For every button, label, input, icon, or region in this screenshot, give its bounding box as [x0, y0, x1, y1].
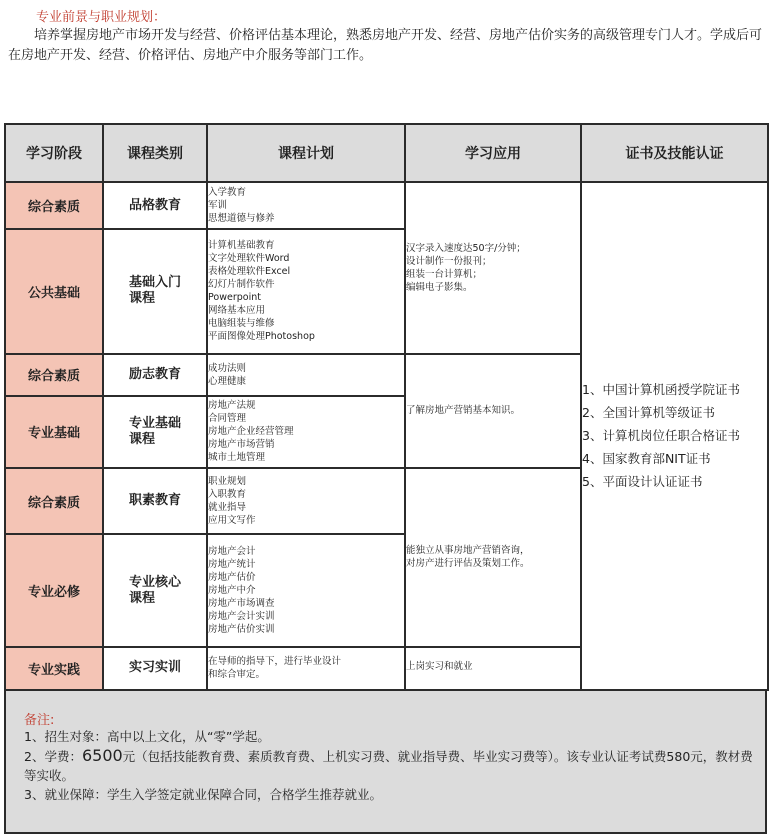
- plan-item: 房地产法规: [208, 400, 256, 412]
- plan-item: 城市土地管理: [208, 452, 266, 464]
- application-item: 对房产进行评估及策划工作。: [406, 558, 530, 570]
- plan-cell: [207, 182, 405, 229]
- certificate-item: 1、中国计算机函授学院证书: [582, 382, 740, 397]
- plan-item: 思想道德与修养: [208, 213, 275, 225]
- plan-item: 电脑组装与维修: [208, 318, 275, 330]
- certificate-item: 4、国家教育部NIT证书: [582, 451, 711, 466]
- category-label: 专业基础 课程: [128, 415, 181, 447]
- plan-item: 心理健康: [208, 375, 247, 387]
- category-label: 职素教育: [128, 493, 181, 509]
- notes-section: [4, 691, 767, 834]
- plan-item: Powerpoint: [208, 292, 261, 304]
- fee-details: 元（包括技能教育费、素质教育费、上机实习费、就业指导费、毕业实习费等）。该专业认证考试费580元，教材费等实收。: [24, 749, 753, 783]
- plan-item: 军训: [208, 200, 228, 212]
- certificate-item: 5、平面设计认证证书: [582, 474, 703, 489]
- application-item: 能独立从事房地产营销咨询，: [406, 545, 530, 557]
- plan-item: 入学教育: [208, 187, 247, 199]
- category-cell: [103, 396, 207, 468]
- stage-cell: 专业实践: [5, 647, 103, 690]
- plan-item: 平面图像处理Photoshop: [208, 331, 315, 343]
- stage-cell: 公共基础: [5, 229, 103, 353]
- category-label: 品格教育: [128, 197, 181, 213]
- plan-item: 在导师的指导下，进行毕业设计: [208, 656, 342, 668]
- stage-cell: 综合素质: [5, 354, 103, 396]
- stage-cell: 综合素质: [5, 182, 103, 229]
- category-label: 实习实训: [128, 660, 181, 676]
- plan-item: 成功法则: [208, 362, 247, 374]
- plan-cell: [207, 396, 405, 468]
- plan-item: 表格处理软件Excel: [208, 266, 291, 278]
- plan-cell: [207, 468, 405, 534]
- category-cell: [103, 229, 207, 353]
- plan-item: 房地产统计: [208, 559, 256, 571]
- plan-item: 职业规划: [208, 476, 247, 488]
- category-cell: [103, 468, 207, 534]
- plan-cell: [207, 354, 405, 396]
- category-cell: [103, 182, 207, 229]
- header-plan: 课程计划: [207, 124, 405, 182]
- certificate-item: 3、计算机岗位任职合格证书: [582, 428, 740, 443]
- plan-item: 计算机基础教育: [208, 240, 275, 252]
- application-cell: [405, 468, 581, 647]
- header-application: 学习应用: [405, 124, 581, 182]
- plan-item: 房地产估价实训: [208, 624, 275, 636]
- category-cell: [103, 647, 207, 690]
- header-stage: 学习阶段: [5, 124, 103, 182]
- plan-item: 网络基本应用: [208, 305, 266, 317]
- plan-item: 房地产市场营销: [208, 439, 275, 451]
- fee-amount: 6500: [81, 746, 123, 765]
- application-cell: [405, 182, 581, 354]
- plan-item: 和综合审定。: [208, 669, 266, 681]
- header-category: 课程类别: [103, 124, 207, 182]
- plan-item: 房地产中介: [208, 585, 256, 597]
- plan-cell: [207, 229, 405, 353]
- certificates-cell: [581, 182, 768, 690]
- application-cell: [405, 647, 581, 690]
- plan-item: 房地产市场调查: [208, 598, 275, 610]
- application-item: 编辑电子影集。: [406, 281, 473, 293]
- application-item: 设计制作一份报刊；: [406, 255, 492, 267]
- plan-cell: [207, 647, 405, 690]
- header-certificates: 证书及技能认证: [581, 124, 768, 182]
- plan-item: 应用文写作: [208, 515, 256, 527]
- application-cell: [405, 354, 581, 468]
- category-cell: [103, 354, 207, 396]
- stage-cell: 综合素质: [5, 468, 103, 534]
- plan-item: 入职教育: [208, 489, 247, 501]
- intro-title: 专业前景与职业规划：: [36, 10, 167, 25]
- notes-body: [24, 727, 759, 804]
- application-item: 组装一台计算机；: [406, 268, 483, 280]
- category-label: 基础入门 课程: [128, 275, 181, 307]
- note-line: 3、就业保障：学生入学签定就业保障合同，合格学生推荐就业。: [24, 787, 382, 802]
- intro-text: 培养掌握房地产市场开发与经营、价格评估基本理论，熟悉房地产开发、经营、房地产估价实务的高级管理专门人才。学成后可在房地产开发、经营、价格评估、房地产中介服务等部门工作。: [8, 28, 763, 63]
- application-item: 了解房地产营销基本知识。: [406, 405, 521, 417]
- plan-item: 房地产估价: [208, 572, 256, 584]
- application-item: 上岗实习和就业: [406, 660, 473, 672]
- plan-item: 房地产企业经营管理: [208, 426, 294, 438]
- notes-title: 备注:: [24, 713, 55, 728]
- note-line: 1、招生对象：高中以上文化，从“零”学起。: [24, 729, 270, 744]
- category-label: 专业核心 课程: [128, 574, 181, 606]
- stage-cell: 专业基础: [5, 396, 103, 468]
- stage-cell: 专业必修: [5, 534, 103, 646]
- plan-item: 幻灯片制作软件: [208, 279, 275, 291]
- table-row: [5, 182, 768, 229]
- note-line: [24, 746, 759, 785]
- plan-item: 就业指导: [208, 502, 247, 514]
- table-header-row: [5, 124, 768, 182]
- fee-prefix: 2、学费：: [24, 749, 82, 764]
- plan-item: 房地产会计: [208, 546, 256, 558]
- category-cell: [103, 534, 207, 646]
- plan-item: 房地产会计实训: [208, 611, 275, 623]
- certificate-item: 2、全国计算机等级证书: [582, 405, 715, 420]
- plan-item: 文字处理软件Word: [208, 253, 290, 265]
- application-item: 汉字录入速度达50字/分钟；: [406, 242, 526, 254]
- plan-cell: [207, 534, 405, 646]
- curriculum-table: [4, 123, 769, 691]
- category-label: 励志教育: [128, 366, 181, 382]
- plan-item: 合同管理: [208, 413, 247, 425]
